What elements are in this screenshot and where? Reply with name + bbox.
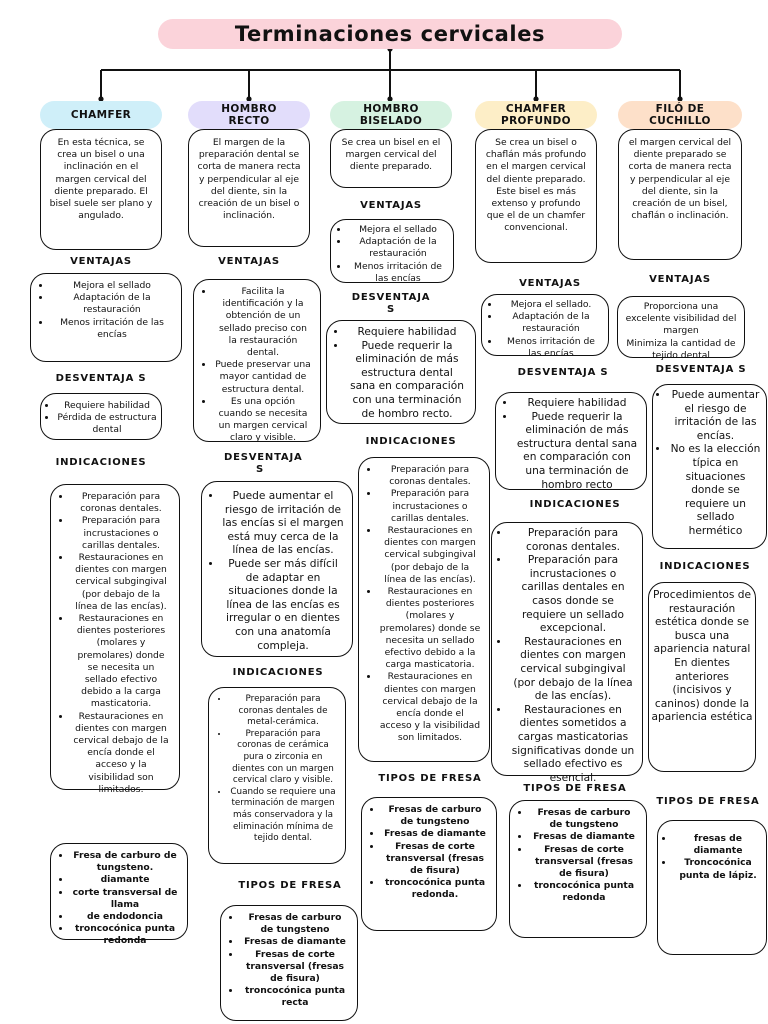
list-item: • Preparación para incrustaciones o carillas dentales. bbox=[71, 515, 171, 552]
chamfer-indicaciones-list bbox=[59, 491, 171, 796]
list-item: • Facilita la identificación y la obtención de un sellado preciso con la restauración dental. bbox=[214, 286, 312, 359]
list-item: • Mejora el sellado bbox=[51, 280, 173, 292]
list-item: • Adaptación de la restauración bbox=[349, 236, 447, 260]
hombro-recto-desventajas-box bbox=[201, 481, 353, 657]
chamfer-fresas-box bbox=[50, 843, 188, 947]
hombro-recto-ventajas-label: VENTAJAS bbox=[218, 256, 280, 267]
hombro-recto-desventajas-label: DESVENTAJA S bbox=[224, 452, 303, 475]
list-item: Minimiza la cantidad de tejido dental bbox=[626, 337, 736, 361]
list-item: • Mejora el sellado bbox=[349, 224, 447, 236]
list-item: • Restauraciones en dientes con margen cervical debajo de la encía donde el acceso y la visibilidad son limitados. bbox=[379, 671, 481, 744]
chamfer-profundo-desventajas-label: DESVENTAJA S bbox=[517, 367, 609, 378]
filo-de-cuchillo-ventajas-box bbox=[617, 296, 745, 361]
list-item: • Fresas de corte transversal (fresas de fisura) bbox=[241, 949, 349, 986]
list-item: • troncocónica punta redonda bbox=[71, 923, 179, 947]
chamfer-profundo-indicaciones-box bbox=[491, 522, 643, 784]
chamfer-ventajas-list bbox=[39, 280, 173, 341]
list-item: • Restauraciones en dientes con margen cervical subgingival (por debajo de la línea de las encías). bbox=[71, 552, 171, 613]
list-item: • Requiere habilidad bbox=[347, 326, 467, 340]
hombro-recto-description: El margen de la preparación dental se corta de manera recta y perpendicular al eje del diente, sin la creación de un bisel o inclinación. bbox=[188, 129, 310, 247]
list-item: • Fresas de carburo de tungsteno bbox=[382, 804, 488, 828]
filo-de-cuchillo-fresas-list bbox=[662, 833, 762, 882]
list-item: • Troncocónica punta de lápiz. bbox=[674, 857, 762, 881]
list-item: • Puede requerir la eliminación de más estructura dental sana en comparación con una terminación de hombro recto. bbox=[347, 340, 467, 422]
list-item: • Fresas de corte transversal (fresas de fisura) bbox=[382, 841, 488, 878]
list-item: • Fresas de diamante bbox=[241, 936, 349, 948]
chamfer-description: En esta técnica, se crea un bisel o una inclinación en el margen cervical del diente preparado. El bisel suele ser plano y angulado. bbox=[40, 129, 162, 250]
list-item: • Restauraciones en dientes con margen cervical subgingival (por debajo de la línea de las encías). bbox=[510, 636, 636, 704]
list-item: • Restauraciones en dientes con margen cervical subgingival (por debajo de la línea de las encías). bbox=[379, 525, 481, 586]
list-item: • Es una opción cuando se necesita un margen cervical claro y visible. bbox=[214, 396, 312, 445]
list-item: • Puede aumentar el riesgo de irritación de las encías si el margen está muy cerca de la línea de las encías. bbox=[222, 490, 344, 558]
hombro-recto-fresas-box bbox=[220, 905, 358, 1021]
list-item: • Cuando se requiere una terminación de margen más conservadora y la eliminación mínima de tejido dental. bbox=[229, 787, 337, 845]
list-item: • Requiere habilidad bbox=[57, 400, 157, 412]
list-item: • Restauraciones en dientes posteriores (molares y premolares) donde se necesita un sellado efectivo debido a la carga masticatoria. bbox=[379, 586, 481, 671]
list-item: • Menos irritación de las encías bbox=[500, 336, 602, 360]
list-item: • Puede preservar una mayor cantidad de estructura dental. bbox=[214, 359, 312, 396]
chamfer-profundo-fresas-list bbox=[518, 807, 638, 905]
hombro-biselado-desventajas-label: DESVENTAJA S bbox=[351, 292, 431, 315]
filo-de-cuchillo-indicaciones-label: INDICACIONES bbox=[659, 561, 751, 572]
hombro-recto-ventajas-box bbox=[193, 279, 321, 442]
chamfer-profundo-indicaciones-list bbox=[498, 527, 636, 785]
list-item: • Preparación para coronas dentales de metal-cerámica. bbox=[229, 694, 337, 729]
hombro-biselado-fresas-label: TIPOS DE FRESA bbox=[378, 773, 482, 784]
list-item: • No es la elección típica en situaciones donde se requiere un sellado hermético bbox=[669, 443, 762, 538]
filo-de-cuchillo-desventajas-label: DESVENTAJA S bbox=[655, 364, 747, 375]
header-chamfer: CHAMFER bbox=[40, 101, 162, 129]
hombro-recto-indicaciones-list bbox=[217, 694, 337, 845]
hombro-recto-desventajas-list bbox=[210, 490, 344, 653]
filo-de-cuchillo-indicaciones-box bbox=[648, 582, 756, 772]
hombro-biselado-ventajas-list bbox=[337, 224, 447, 285]
list-item: • Preparación para incrustaciones o carillas dentales en casos donde se requiere un sellado excepcional. bbox=[510, 554, 636, 636]
chamfer-desventajas-label: DESVENTAJA S bbox=[55, 373, 147, 384]
hombro-biselado-ventajas-label: VENTAJAS bbox=[360, 200, 422, 211]
chamfer-fresas-list bbox=[59, 850, 179, 948]
hombro-biselado-indicaciones-label: INDICACIONES bbox=[365, 436, 457, 447]
chamfer-profundo-indicaciones-label: INDICACIONES bbox=[529, 499, 621, 510]
hombro-biselado-fresas-list bbox=[370, 804, 488, 902]
hombro-recto-indicaciones-box bbox=[208, 687, 346, 864]
chamfer-profundo-ventajas-box bbox=[481, 294, 609, 359]
chamfer-profundo-description: Se crea un bisel o chaflán más profundo en el margen cervical del diente preparado. Este bisel es más extenso y profundo que el de un chamfer convencional. bbox=[475, 129, 597, 263]
hombro-biselado-description: Se crea un bisel en el margen cervical del diente preparado. bbox=[330, 129, 452, 188]
list-item: • Restauraciones en dientes con margen cervical debajo de la encía donde el acceso y la visibilidad son limitados. bbox=[71, 711, 171, 796]
diagram-title: Terminaciones cervicales bbox=[158, 19, 622, 49]
list-item: • Fresas de diamante bbox=[530, 831, 638, 843]
list-item: • Requiere habilidad bbox=[516, 397, 638, 411]
hombro-biselado-desventajas-list bbox=[335, 326, 467, 421]
filo-de-cuchillo-indicaciones-list bbox=[651, 589, 753, 725]
list-item: • de endodoncia bbox=[71, 911, 179, 923]
header-filo-de-cuchillo: FILÓ DE CUCHILLO bbox=[618, 101, 742, 129]
list-item: • Adaptación de la restauración bbox=[500, 311, 602, 335]
chamfer-profundo-desventajas-list bbox=[504, 397, 638, 492]
filo-de-cuchillo-desventajas-list bbox=[657, 389, 762, 539]
hombro-biselado-indicaciones-list bbox=[367, 464, 481, 745]
list-item: En dientes anteriores (incisivos y caninos) donde la apariencia estética bbox=[651, 656, 753, 724]
list-item: • troncocónica punta recta bbox=[241, 985, 349, 1009]
list-item: • Preparación para coronas dentales. bbox=[71, 491, 171, 515]
hombro-biselado-desventajas-box bbox=[326, 320, 476, 424]
filo-de-cuchillo-desventajas-box bbox=[652, 384, 767, 549]
filo-de-cuchillo-fresas-label: TIPOS DE FRESA bbox=[656, 796, 760, 807]
list-item: • troncocónica punta redonda bbox=[530, 880, 638, 904]
hombro-biselado-indicaciones-box bbox=[358, 457, 490, 762]
list-item: • fresas de diamante bbox=[674, 833, 762, 857]
chamfer-profundo-fresas-label: TIPOS DE FRESA bbox=[523, 783, 627, 794]
chamfer-profundo-ventajas-label: VENTAJAS bbox=[519, 278, 581, 289]
hombro-recto-ventajas-list bbox=[202, 286, 312, 445]
list-item: • Fresas de diamante bbox=[382, 828, 488, 840]
hombro-biselado-ventajas-box bbox=[330, 219, 454, 283]
list-item: • Restauraciones en dientes posteriores (molares y premolares) donde se necesita un sellado efectivo debido a la carga masticatoria. bbox=[71, 613, 171, 711]
chamfer-indicaciones-label: INDICACIONES bbox=[55, 457, 147, 468]
list-item: • Puede requerir la eliminación de más estructura dental sana en comparación con una terminación de hombro recto bbox=[516, 411, 638, 493]
list-item: • Pérdida de estructura dental bbox=[57, 412, 157, 436]
list-item: • Fresa de carburo de tungsteno. bbox=[71, 850, 179, 874]
chamfer-profundo-fresas-box bbox=[509, 800, 647, 938]
list-item: • Puede ser más difícil de adaptar en situaciones donde la línea de las encías es irregular o en dientes con una anatomía compleja. bbox=[222, 558, 344, 653]
list-item: • Preparación para coronas dentales. bbox=[510, 527, 636, 554]
list-item: • Preparación para coronas de cerámica pura o zirconia en dientes con un margen cervical claro y visible. bbox=[229, 729, 337, 787]
list-item: • Preparación para incrustaciones o carillas dentales. bbox=[379, 488, 481, 525]
chamfer-desventajas-list bbox=[45, 400, 157, 437]
chamfer-indicaciones-box bbox=[50, 484, 180, 795]
chamfer-profundo-desventajas-box bbox=[495, 392, 647, 490]
list-item: • Menos irritación de las encías bbox=[51, 317, 173, 341]
filo-de-cuchillo-description: el margen cervical del diente preparado se corta de manera recta y perpendicular al eje del diente, sin la creación de un bisel, chaflán o inclinación. bbox=[618, 129, 742, 260]
list-item: • Fresas de corte transversal (fresas de fisura) bbox=[530, 844, 638, 881]
chamfer-profundo-ventajas-list bbox=[488, 299, 602, 360]
chamfer-desventajas-box bbox=[40, 393, 162, 440]
hombro-recto-indicaciones-label: INDICACIONES bbox=[232, 667, 324, 678]
header-chamfer-profundo: CHAMFER PROFUNDO bbox=[475, 101, 597, 129]
list-item: • Menos irritación de las encías bbox=[349, 261, 447, 285]
header-hombro-recto: HOMBRO RECTO bbox=[188, 101, 310, 129]
list-item: • Restauraciones en dientes sometidos a cargas masticatorias significativas donde un sellado efectivo es esencial. bbox=[510, 704, 636, 786]
list-item: Proporciona una excelente visibilidad del margen bbox=[625, 301, 737, 337]
list-item: • Puede aumentar el riesgo de irritación de las encías. bbox=[669, 389, 762, 443]
hombro-recto-fresas-label: TIPOS DE FRESA bbox=[238, 880, 342, 891]
list-item: • Fresas de carburo de tungsteno bbox=[530, 807, 638, 831]
filo-de-cuchillo-ventajas-label: VENTAJAS bbox=[649, 274, 711, 285]
chamfer-ventajas-box bbox=[30, 273, 182, 362]
chamfer-ventajas-label: VENTAJAS bbox=[70, 256, 132, 267]
list-item: Procedimientos de restauración estética donde se busca una apariencia natural bbox=[652, 589, 752, 656]
list-item: • Fresas de carburo de tungsteno bbox=[241, 912, 349, 936]
filo-de-cuchillo-fresas-box bbox=[657, 820, 767, 955]
header-hombro-biselado: HOMBRO BISELADO bbox=[330, 101, 452, 129]
filo-de-cuchillo-ventajas-list bbox=[622, 301, 740, 362]
list-item: • Adaptación de la restauración bbox=[51, 292, 173, 316]
list-item: • troncocónica punta redonda. bbox=[382, 877, 488, 901]
hombro-biselado-fresas-box bbox=[361, 797, 497, 931]
list-item: • corte transversal de llama bbox=[71, 887, 179, 911]
list-item: • Preparación para coronas dentales. bbox=[379, 464, 481, 488]
list-item: • diamante bbox=[71, 874, 179, 886]
hombro-recto-fresas-list bbox=[229, 912, 349, 1010]
list-item: • Mejora el sellado. bbox=[500, 299, 602, 311]
